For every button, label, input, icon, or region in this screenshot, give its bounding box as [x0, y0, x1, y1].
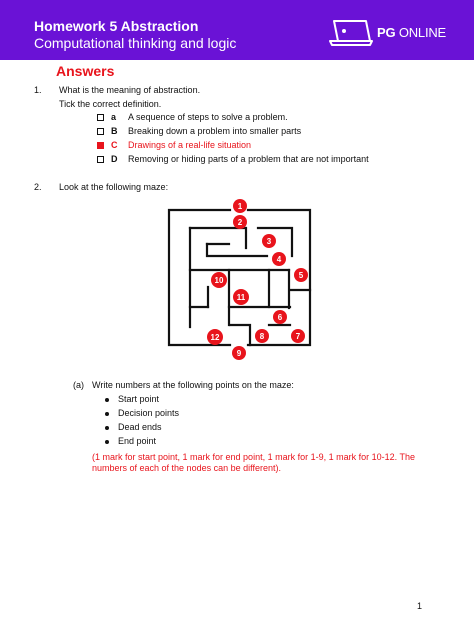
svg-text:9: 9: [236, 349, 242, 358]
maze-nodes: [207, 199, 308, 360]
bullet-icon: [105, 398, 109, 402]
logo-main-text: PG: [377, 25, 396, 40]
maze-node-6: [273, 310, 287, 324]
svg-text:2: 2: [237, 218, 243, 227]
maze-node-11: [233, 289, 249, 305]
maze-node-3: [262, 234, 276, 248]
option-letter: a: [111, 112, 117, 122]
maze-node-5: [294, 268, 308, 282]
bullet-icon: [105, 426, 109, 430]
maze-wall: [230, 325, 250, 345]
maze-node-2: [233, 215, 247, 229]
maze-node-8: [255, 329, 269, 343]
bullet-text: Start point: [118, 394, 160, 404]
q2-prompt: Look at the following maze:: [59, 182, 169, 192]
mark-scheme-line-2: numbers of each of the nodes can be different).: [92, 463, 281, 473]
maze-node-4: [272, 252, 286, 266]
maze-node-9: [232, 346, 246, 360]
q2-number: 2.: [34, 182, 42, 192]
part-a-label: (a): [73, 380, 84, 390]
svg-text:4: 4: [276, 255, 282, 264]
option-text: Breaking down a problem into smaller parts: [128, 126, 302, 136]
maze-node-12: [207, 329, 223, 345]
svg-text:7: 7: [295, 332, 301, 341]
svg-text:5: 5: [298, 271, 304, 280]
option-text: Removing or hiding parts of a problem that are not important: [128, 154, 369, 164]
bullet-icon: [105, 412, 109, 416]
maze-wall: [207, 244, 267, 256]
svg-text:6: 6: [277, 313, 283, 322]
svg-text:1: 1: [237, 202, 243, 211]
document-subtitle: Computational thinking and logic: [34, 35, 237, 51]
page-number: 1: [417, 601, 423, 611]
bullet-icon: [105, 440, 109, 444]
q1-number: 1.: [34, 85, 42, 95]
maze-node-10: [211, 272, 227, 288]
logo-light-text: ONLINE: [398, 25, 447, 40]
answers-heading: Answers: [56, 63, 115, 79]
bullet-text: End point: [118, 436, 157, 446]
q1-instruction: Tick the correct definition.: [59, 99, 162, 109]
document-title: Homework 5 Abstraction: [34, 18, 199, 34]
bullet-text: Dead ends: [118, 422, 162, 432]
maze-walls: [169, 210, 310, 345]
q1-prompt: What is the meaning of abstraction.: [59, 85, 201, 95]
svg-text:12: 12: [210, 333, 220, 342]
svg-text:11: 11: [236, 293, 246, 302]
part-a-prompt: Write numbers at the following points on the maze:: [92, 380, 294, 390]
option-text: Drawings of a real-life situation: [128, 140, 252, 150]
svg-text:8: 8: [259, 332, 265, 341]
maze-node-7: [291, 329, 305, 343]
bullet-text: Decision points: [118, 408, 180, 418]
svg-text:10: 10: [214, 276, 224, 285]
option-letter: C: [111, 140, 118, 150]
option-letter: B: [111, 126, 118, 136]
maze-node-1: [233, 199, 247, 213]
option-text: A sequence of steps to solve a problem.: [128, 112, 288, 122]
option-letter: D: [111, 154, 118, 164]
mark-scheme-line-1: (1 mark for start point, 1 mark for end point, 1 mark for 1-9, 1 mark for 10-12. The: [92, 452, 415, 462]
svg-text:3: 3: [266, 237, 272, 246]
